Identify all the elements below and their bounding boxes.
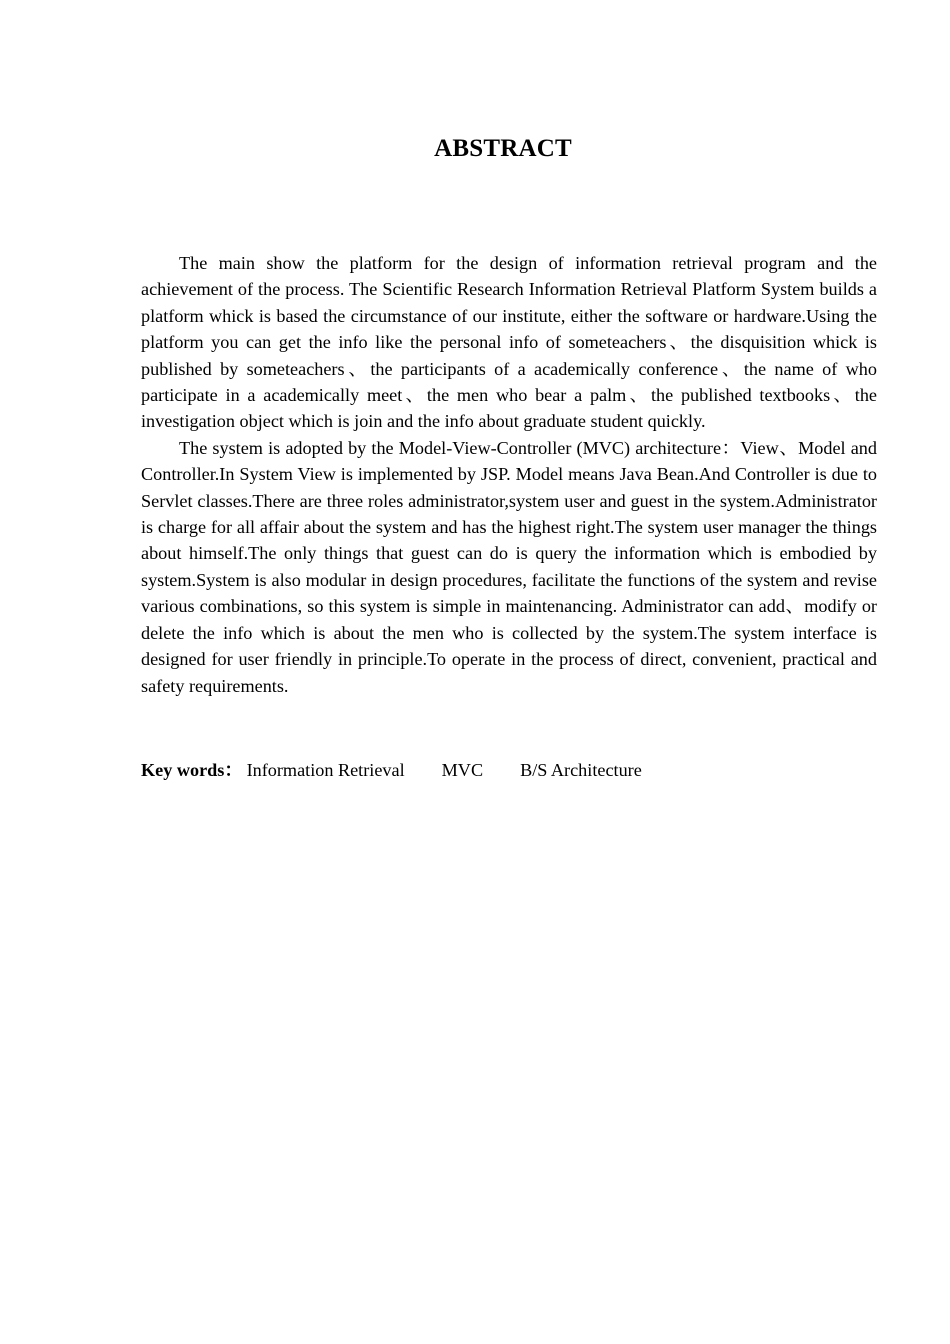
keywords-line xyxy=(141,757,877,783)
keyword-item: MVC xyxy=(441,760,484,780)
abstract-paragraph-1: The main show the platform for the design of information retrieval program and the achievement of the process. The Scientific Research Information Retrieval Platform System builds a platform whick is based the circumstance of our institute, either the software or hardware.Using the platform you can get the info like the personal info of someteachers、the disquisition whick is published by someteachers、the participants of a academically conference、the name of who participate in a academically meet、the men who bear a palm、the published textbooks、the investigation object which is join and the info about graduate student quickly. xyxy=(141,253,877,432)
keywords-separator: ： xyxy=(224,760,243,780)
abstract-body xyxy=(141,250,877,699)
keyword-item: Information Retrieval xyxy=(246,760,405,780)
abstract-paragraph-2: The system is adopted by the Model-View-Controller (MVC) architecture：View、Model and Controller.In System View is implemented by JSP. Model means Java Bean.And Controller is due to Servlet classes.There are three roles administrator,system user and guest in the system.Administrator is charge for all affair about the system and has the highest right.The system user manager the things about himself.The only things that guest can do is query the information which is embodied by system.System is also modular in design procedures, facilitate the functions of the system and revise various combinations, so this system is simple in maintenancing. Administrator can add、modify or delete the info which is about the men who is collected by the system.The system interface is designed for user friendly in principle.To operate in the process of direct, convenient, practical and safety requirements. xyxy=(141,437,877,696)
page-title: ABSTRACT xyxy=(434,135,572,162)
keywords-label: Key words xyxy=(141,760,225,780)
keyword-item: B/S Architecture xyxy=(520,760,642,780)
